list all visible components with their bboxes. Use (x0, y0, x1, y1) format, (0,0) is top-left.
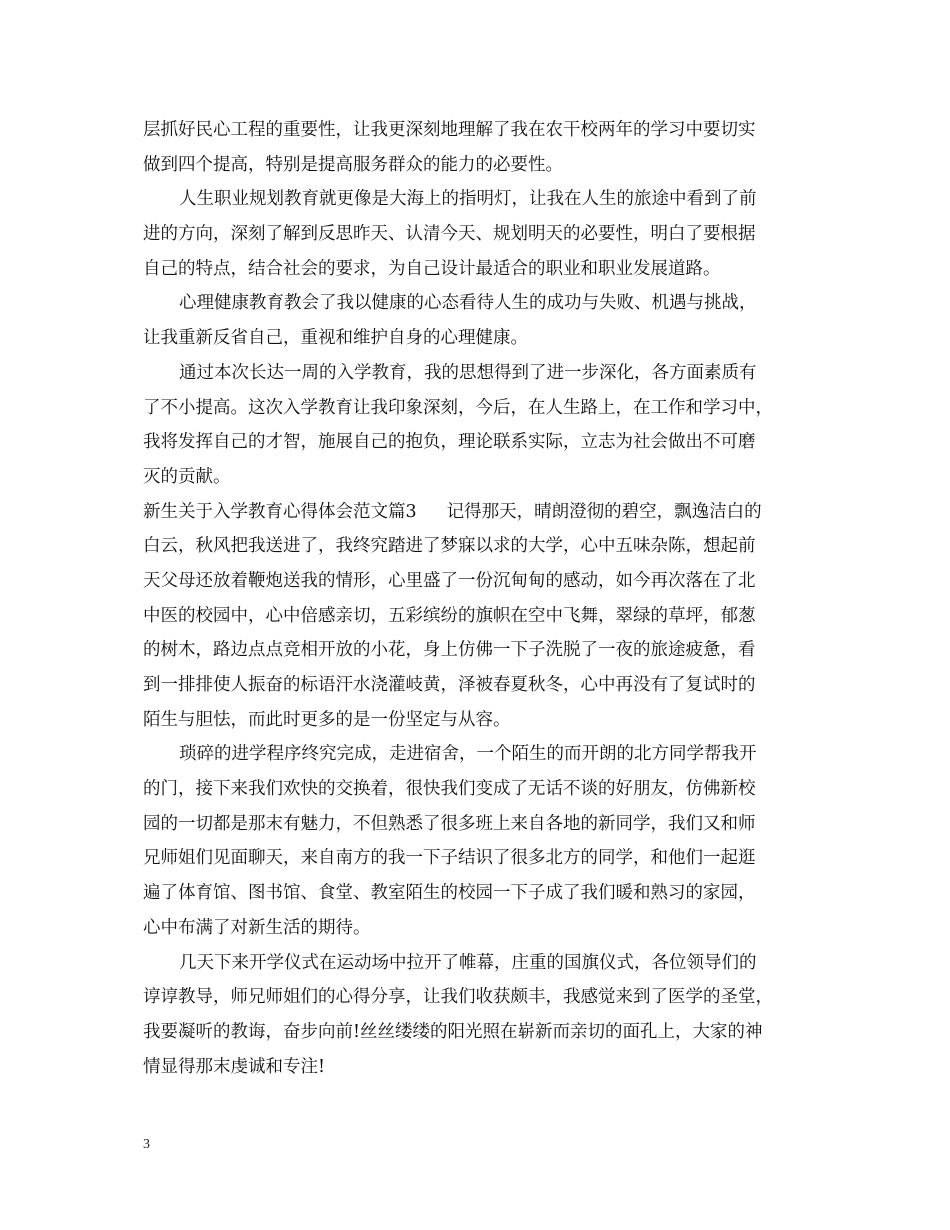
page-number: 3 (143, 1137, 150, 1152)
text-line: 我要凝听的教诲，奋步向前!丝丝缕缕的阳光照在崭新而亲切的面孔上，大家的神 (143, 1021, 763, 1042)
text-line: 的树木，路边点点竞相开放的小花，身上仿佛一下子洗脱了一夜的旅途疲惫，看 (143, 640, 756, 661)
text-line: 做到四个提高，特别是提高服务群众的能力的必要性。 (143, 154, 563, 175)
text-line: 心中布满了对新生活的期待。 (143, 917, 371, 938)
text-line: 中医的校园中，心中倍感亲切，五彩缤纷的旗帜在空中飞舞，翠绿的草坪，郁葱 (143, 605, 756, 626)
section-heading: 新生关于入学教育心得体会范文篇3 (143, 501, 417, 522)
text-line: 遍了体育馆、图书馆、食堂、教室陌生的校园一下子成了我们暖和熟习的家园， (143, 883, 756, 904)
text-line: 人生职业规划教育就更像是大海上的指明灯，让我在人生的旅途中看到了前 (179, 189, 757, 210)
text-line: 灭的贡献。 (143, 466, 231, 487)
text-line: 天父母还放着鞭炮送我的情形，心里盛了一份沉甸甸的感动，如今再次落在了北 (143, 570, 756, 591)
document-body (143, 113, 813, 1084)
text-line: 进的方向，深刻了解到反思昨天、认清今天、规划明天的必要性，明白了要根据 (143, 224, 756, 245)
text-line: 琐碎的进学程序终究完成，走进宿舍，一个陌生的而开朗的北方同学帮我开 (179, 744, 757, 765)
text-line: 情显得那末虔诚和专注! (143, 1056, 326, 1077)
text-line: 园的一切都是那末有魅力，不但熟悉了很多班上来自各地的新同学，我们又和师 (143, 813, 756, 834)
text-line: 几天下来开学仪式在运动场中拉开了帷幕，庄重的国旗仪式，各位领导们的 (179, 952, 757, 973)
text-line: 层抓好民心工程的重要性，让我更深刻地理解了我在农干校两年的学习中要切实 (143, 120, 756, 140)
text-line: 让我重新反省自己，重视和维护自身的心理健康。 (143, 328, 528, 349)
text-line: 通过本次长达一周的入学教育，我的思想得到了进一步深化，各方面素质有 (179, 362, 757, 383)
text-line: 记得那天，晴朗澄彻的碧空，飘逸洁白的 (446, 501, 762, 522)
text-line: 自己的特点，结合社会的要求，为自己设计最适合的职业和职业发展道路。 (143, 258, 721, 279)
text-line: 谆谆教导，师兄师姐们的心得分享，让我们收获颇丰，我感觉来到了医学的圣堂， (143, 987, 773, 1008)
text-line: 兄师姐们见面聊天，来自南方的我一下子结识了很多北方的同学，和他们一起逛 (143, 848, 756, 869)
text-line: 陌生与胆怯，而此时更多的是一份坚定与从容。 (143, 709, 511, 730)
text-line: 了不小提高。这次入学教育让我印象深刻，今后，在人生路上，在工作和学习中， (143, 397, 773, 418)
text-line: 我将发挥自己的才智，施展自己的抱负，理论联系实际，立志为社会做出不可磨 (143, 432, 756, 453)
text-line: 白云，秋风把我送进了，我终究踏进了梦寐以求的大学，心中五味杂陈，想起前 (143, 536, 756, 557)
section-heading-line (143, 495, 813, 530)
text-line: 心理健康教育教会了我以健康的心态看待人生的成功与失败、机遇与挑战， (179, 293, 757, 314)
text-line: 到一排排使人振奋的标语汗水浇灌岐黄，泽被春夏秋冬，心中再没有了复试时的 (143, 675, 756, 695)
text-line: 的门，接下来我们欢快的交换着，很快我们变成了无话不谈的好朋友，仿佛新校 (143, 779, 756, 800)
